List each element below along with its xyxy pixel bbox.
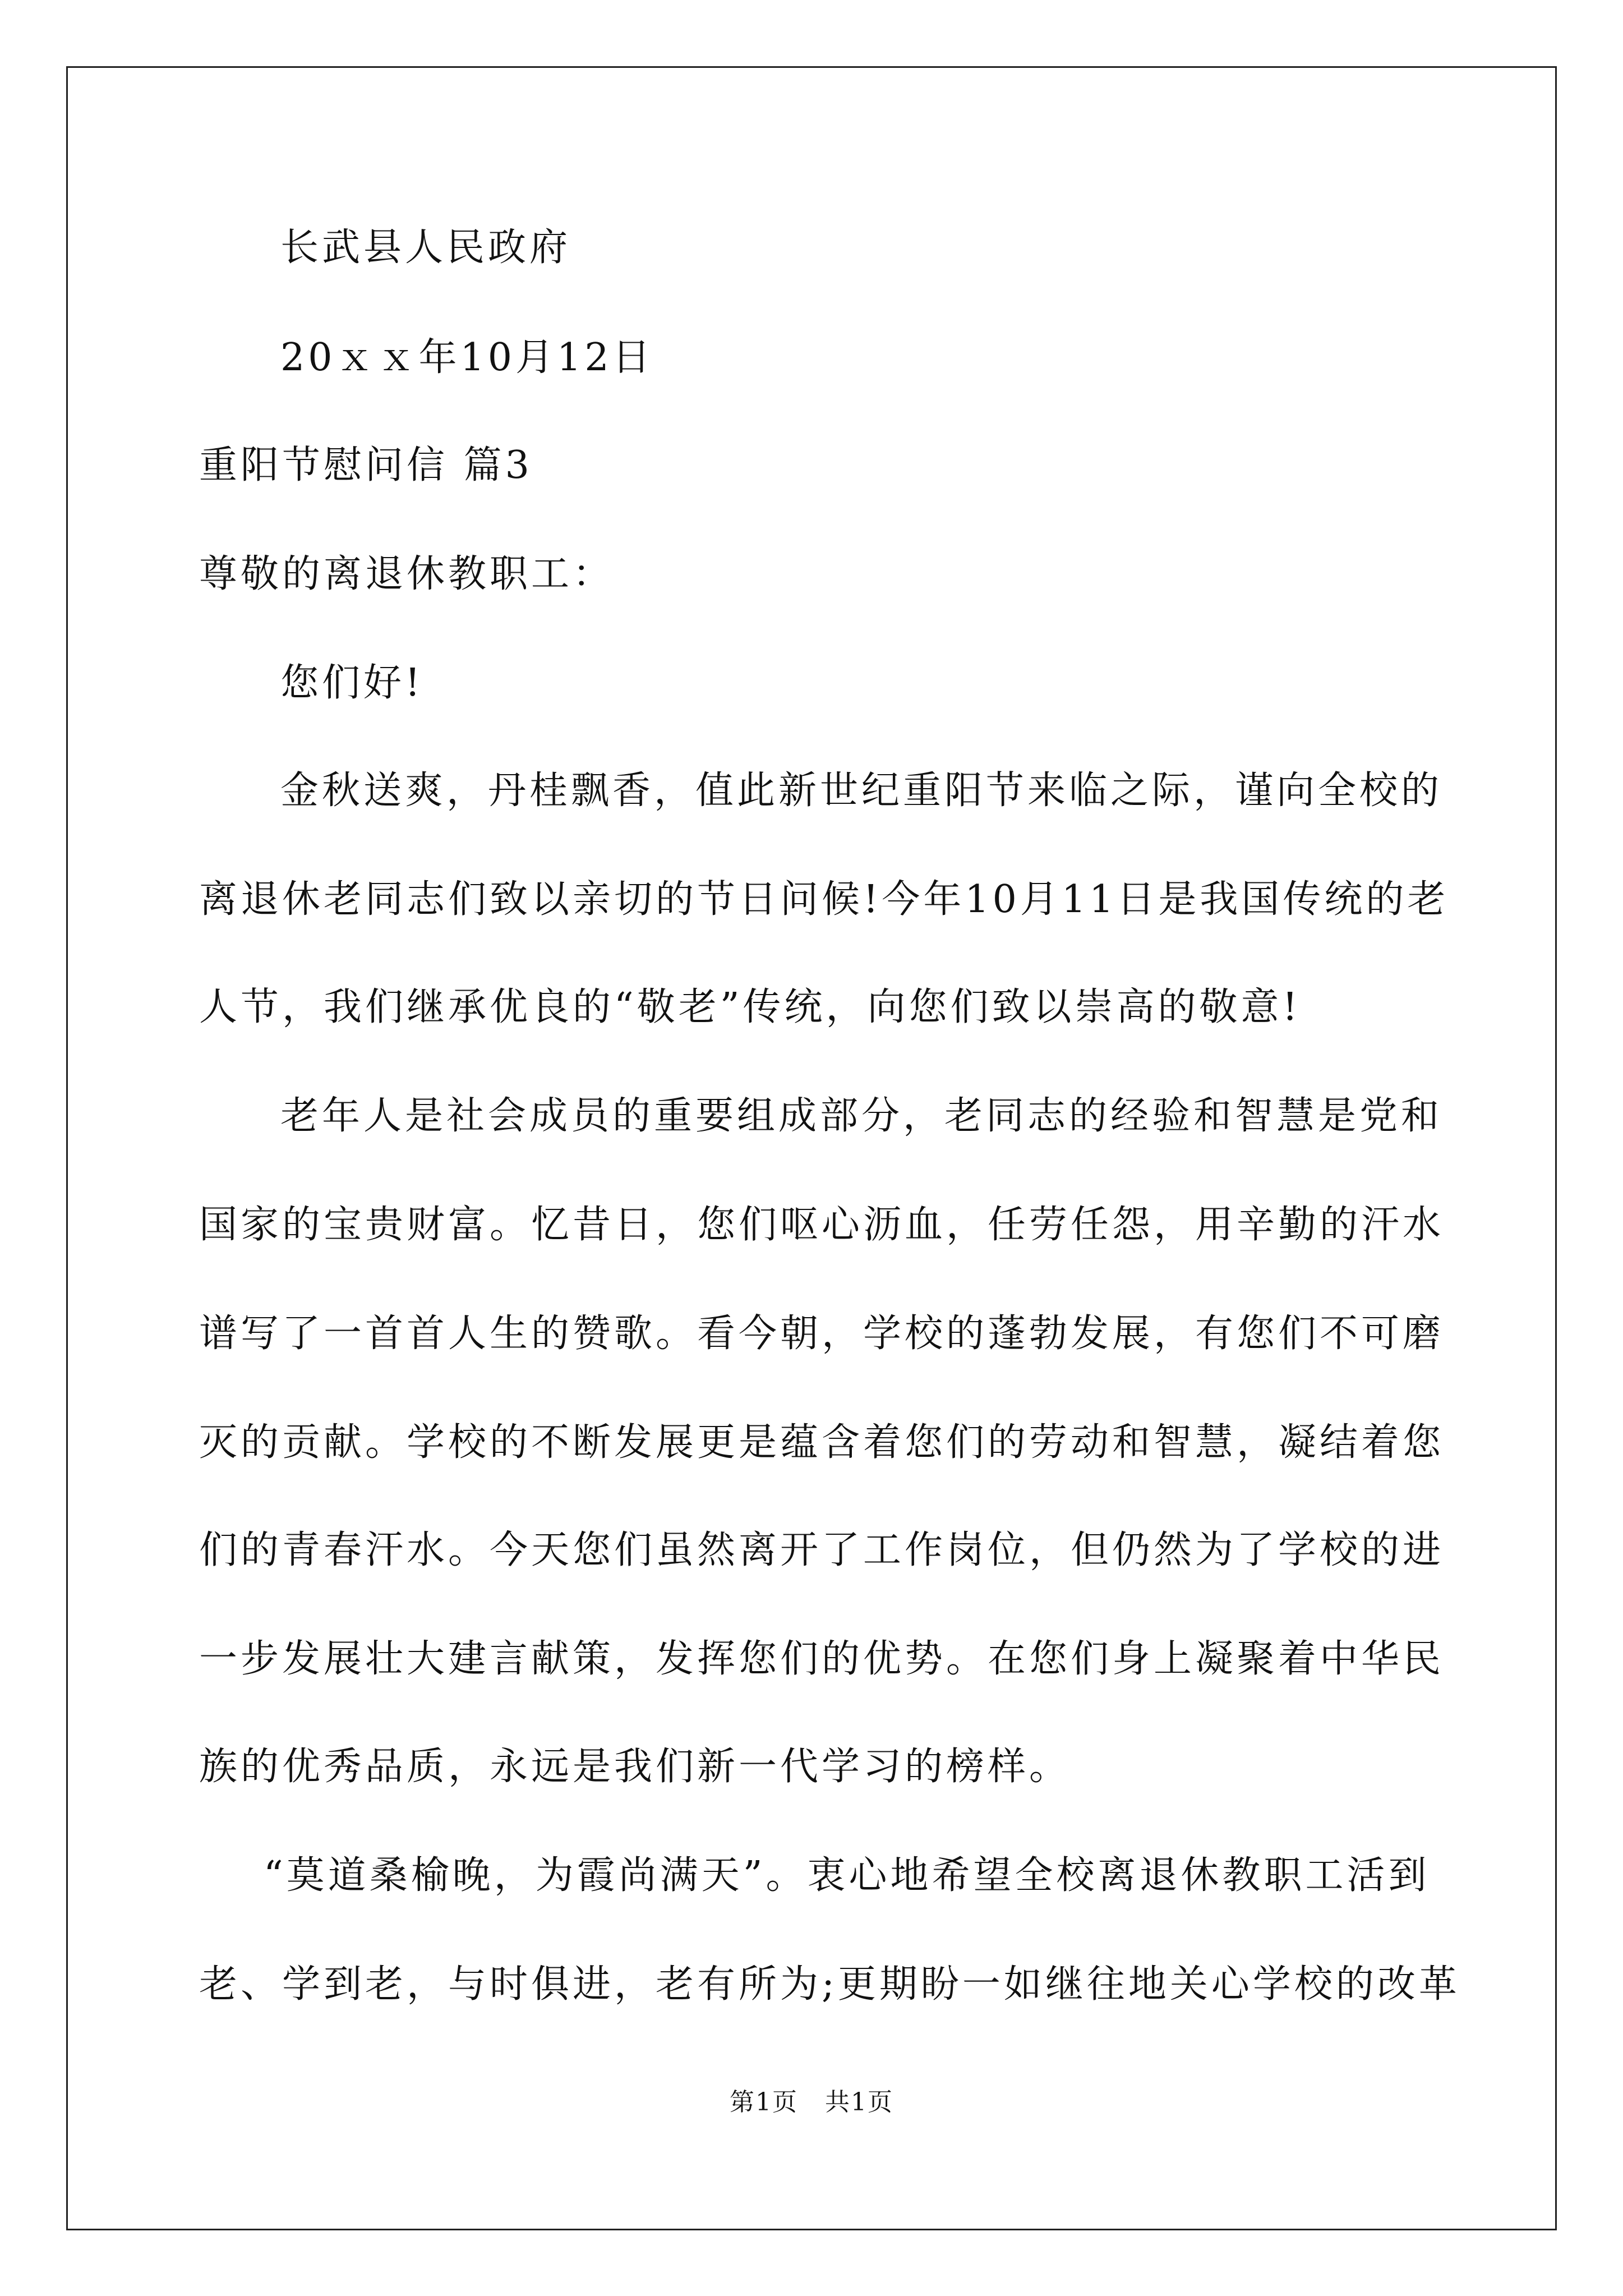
page-number-footer: 第1页 共1页 <box>730 2088 893 2116</box>
paragraph-1-line: 离退休老同志们致以亲切的节日问候!今年10月11日是我国传统的老 <box>199 877 1449 922</box>
paragraph-1-line: 金秋送爽，丹桂飘香，值此新世纪重阳节来临之际，谨向全校的 <box>280 769 1443 813</box>
paragraph-2-line: 族的优秀品质，永远是我们新一代学习的榜样。 <box>199 1745 1071 1789</box>
paragraph-2-line: 谱写了一首首人生的赞歌。看今朝，学校的蓬勃发展，有您们不可磨 <box>199 1312 1445 1356</box>
signature-date: 20ｘｘ年10月12日 <box>280 335 654 380</box>
paragraph-2-line: 国家的宝贵财富。忆昔日，您们呕心沥血，任劳任怨，用辛勤的汗水 <box>199 1203 1445 1247</box>
paragraph-1-line: 人节，我们继承优良的“敬老”传统，向您们致以崇高的敬意! <box>199 985 1301 1029</box>
greeting: 您们好! <box>280 661 424 705</box>
paragraph-2-line: 灭的贡献。学校的不断发展更是蕴含着您们的劳动和智慧，凝结着您 <box>199 1420 1445 1465</box>
salutation: 尊敬的离退休教职工： <box>199 552 615 596</box>
paragraph-2-line: 一步发展壮大建言献策，发挥您们的优势。在您们身上凝聚着中华民 <box>199 1637 1445 1681</box>
paragraph-2-line: 老年人是社会成员的重要组成部分，老同志的经验和智慧是党和 <box>280 1094 1443 1138</box>
section-heading: 重阳节慰问信 篇3 <box>199 443 533 487</box>
signature-organization: 长武县人民政府 <box>280 226 571 270</box>
paragraph-3-line: 老、学到老，与时俱进，老有所为;更期盼一如继往地关心学校的改革 <box>199 1962 1460 2007</box>
page-border <box>66 66 1557 2230</box>
paragraph-2-line: 们的青春汗水。今天您们虽然离开了工作岗位，但仍然为了学校的进 <box>199 1528 1445 1572</box>
paragraph-3-line: “莫道桑榆晚，为霞尚满天”。衷心地希望全校离退休教职工活到 <box>264 1853 1430 1898</box>
